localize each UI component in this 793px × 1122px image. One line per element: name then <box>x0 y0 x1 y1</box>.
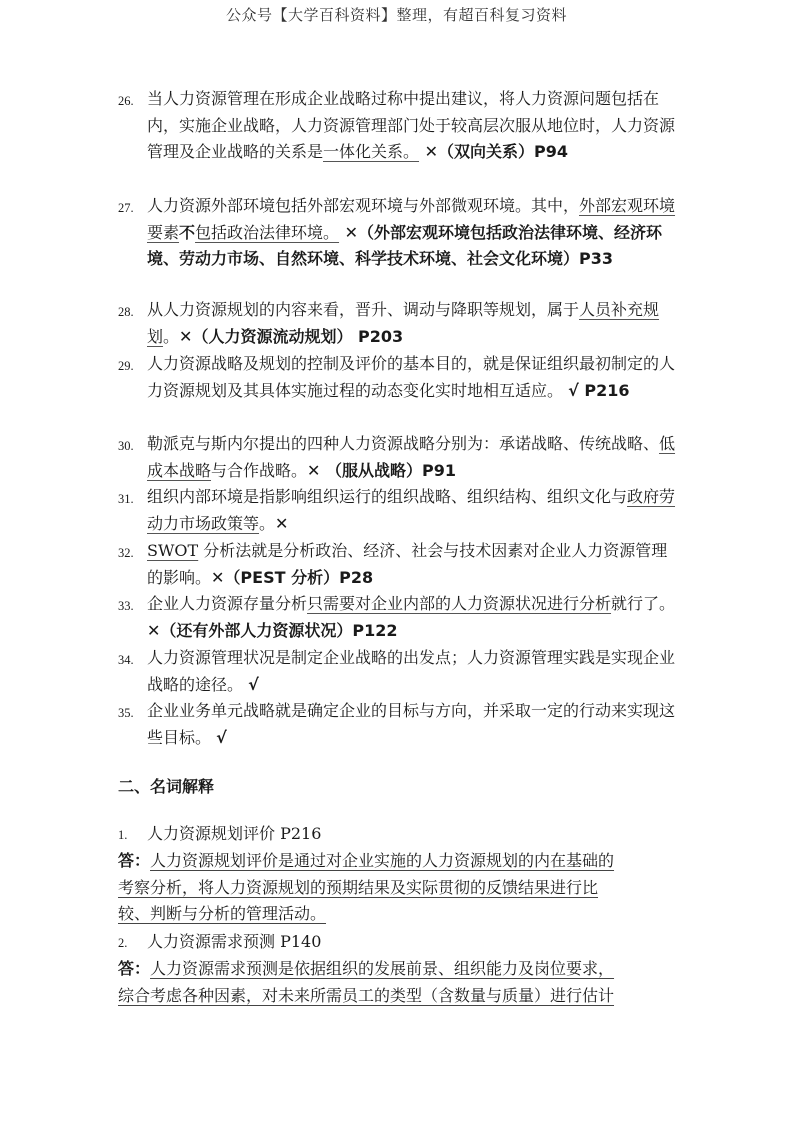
answer-note: ✕ （服从战略）P91 <box>307 460 457 480</box>
term-answer <box>118 956 678 1009</box>
text-segment: 分析法就是分析政治、经济、社会与技术因素对企业人力资源管理的影响。 <box>147 541 668 587</box>
list-item <box>118 351 678 404</box>
answer-line: 综合考虑各种因素，对未来所需员工的类型（含数量与质量）进行估计 <box>118 985 615 1005</box>
list-item <box>118 297 678 350</box>
item-number: 29. <box>118 359 134 373</box>
text-segment: 与合作战略。 <box>211 460 308 480</box>
list-item <box>118 591 678 644</box>
item-text <box>147 86 678 166</box>
list-item <box>118 484 678 537</box>
answer-line: 较、判断与分析的管理活动。 <box>118 904 327 923</box>
term-title <box>118 821 321 848</box>
item-number: 30. <box>118 439 134 453</box>
underlined-text: 一体化关系。 <box>323 142 420 161</box>
text-segment: 就行了。 <box>611 594 676 613</box>
answer-note: √ P216 <box>568 380 630 400</box>
item-number: 27. <box>118 201 134 215</box>
underlined-text: 政府劳动力市场政策等 <box>147 487 676 533</box>
answer-label: 答： <box>118 959 151 978</box>
answer-label: 答： <box>118 851 151 870</box>
item-number: 35. <box>118 706 134 720</box>
underlined-text: SWOT <box>147 541 199 560</box>
item-number: 28. <box>118 305 134 319</box>
term-answer <box>118 848 678 928</box>
text-segment: 当人力资源管理在形成企业战略过称中提出建议，将人力资源问题包括在内，实施企业战略，人力资源管理部门处于较高层次服从地位时，人力资源管理及企业战略的关系是 <box>147 89 676 161</box>
list-item <box>118 698 678 751</box>
list-item <box>118 645 678 698</box>
underlined-text: 人员补充规划 <box>147 300 660 346</box>
list-item <box>118 86 678 166</box>
underlined-text: 包括政治法律环境。 <box>195 222 340 242</box>
list-item <box>118 193 678 273</box>
item-text <box>147 297 678 350</box>
answer-note: ✕（还有外部人力资源状况）P122 <box>147 620 398 640</box>
item-text <box>147 351 678 404</box>
text-segment: 。 <box>163 326 180 346</box>
underlined-text: 低成本战略 <box>147 434 676 480</box>
term-number: 1. <box>118 828 128 842</box>
item-text <box>147 193 678 273</box>
item-number: 33. <box>118 599 134 613</box>
term-title <box>118 929 321 956</box>
underlined-text: 只需要对企业内部的人力资源状况进行分析 <box>307 594 612 613</box>
text-segment: 组织内部环境是指影响组织运行的组织战略、组织结构、组织文化与 <box>147 487 628 506</box>
item-number: 26. <box>118 94 134 108</box>
answer-note: ✕ <box>275 513 289 533</box>
item-number: 34. <box>118 653 134 667</box>
answer-note: ✕（PEST 分析）P28 <box>211 567 374 587</box>
text-segment: 企业人力资源存量分析 <box>147 594 308 613</box>
answer-note: ✕（人力资源流动规划） P203 <box>179 326 404 346</box>
text-segment: 。 <box>259 513 276 533</box>
answer-line: 考察分析，将人力资源规划的预期结果及实际贯彻的反馈结果进行比 <box>118 877 599 897</box>
item-number: 31. <box>118 492 134 506</box>
item-text <box>147 645 678 698</box>
text-segment: 人力资源管理状况是制定企业战略的出发点；人力资源管理实践是实现企业战略的途径。 <box>147 648 676 694</box>
term-number: 2. <box>118 936 128 950</box>
text-segment: 勒派克与斯内尔提出的四种人力资源战略分别为：承诺战略、传统战略、 <box>147 434 660 453</box>
answer-note: √ <box>248 674 259 694</box>
item-text <box>147 484 678 537</box>
answer-note: ✕（双向关系）P94 <box>419 142 569 161</box>
section-title: 二、名词解释 <box>118 777 215 796</box>
answer-note: √ <box>216 727 227 747</box>
list-item <box>118 538 678 591</box>
answer-note: ✕（外部宏观环境包括政治法律环境、经济环境、劳动力市场、自然环境、科学技术环境、社会文化环境）P33 <box>147 222 663 268</box>
text-segment: 人力资源战略及规划的控制及评价的基本目的，就是保证组织最初制定的人力资源规划及其具体实施过程的动态变化实时地相互适应。 <box>147 354 676 400</box>
item-text <box>147 698 678 751</box>
text-segment: 从人力资源规划的内容来看，晋升、调动与降职等规划，属于 <box>147 300 580 319</box>
item-text <box>147 591 678 644</box>
text-segment: 人力资源外部环境包括外部宏观环境与外部微观环境。其中， <box>147 196 580 215</box>
list-item <box>118 431 678 484</box>
answer-line: 人力资源规划评价是通过对企业实施的人力资源规划的内在基础的 <box>150 851 615 870</box>
item-text <box>147 431 678 484</box>
text-segment: 企业业务单元战略就是确定企业的目标与方向，并采取一定的行动来实现这些目标。 <box>147 701 676 747</box>
term-title-text: 人力资源需求预测 P140 <box>147 932 322 951</box>
answer-line: 人力资源需求预测是依据组织的发展前景、组织能力及岗位要求， <box>150 959 615 978</box>
underlined-text: 外部宏观环境要素 <box>147 196 676 242</box>
item-text <box>147 538 678 591</box>
item-number: 32. <box>118 546 134 560</box>
term-title-text: 人力资源规划评价 P216 <box>147 824 322 843</box>
page-header: 公众号【大学百科资料】整理，有超百科复习资料 <box>225 6 567 24</box>
answer-note: 不 <box>179 222 196 242</box>
